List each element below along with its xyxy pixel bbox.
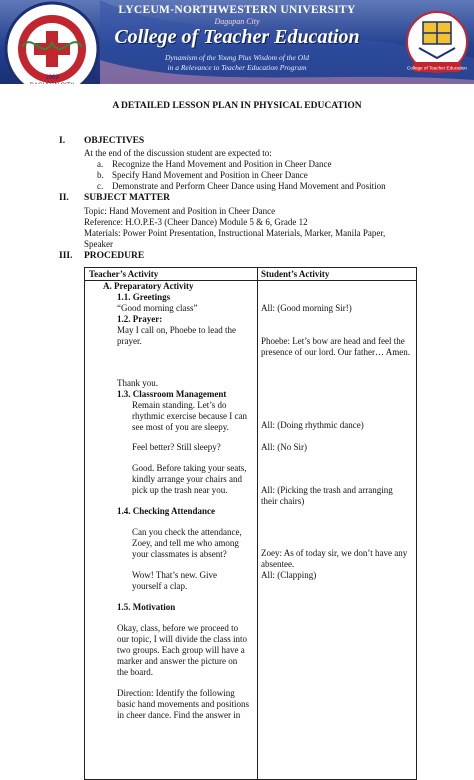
column-header-teacher: Teacher’s Activity <box>89 269 159 279</box>
teacher-greetings-heading: 1.1. Greetings <box>117 292 171 302</box>
right-logo-text: College of Teacher Education <box>407 65 467 71</box>
teacher-motivation-line-1: Okay, class, before we proceed to <box>117 623 239 633</box>
seal-city-text: DAGUPAN CITY <box>29 83 75 89</box>
section-number-procedure: III. <box>59 251 73 261</box>
student-clapping: All: (Clapping) <box>261 570 317 580</box>
document-title: A DETAILED LESSON PLAN IN PHYSICAL EDUCATION <box>112 101 362 111</box>
teacher-prep-heading: A. Preparatory Activity <box>103 281 194 291</box>
teacher-mgmt-line-3: see most of you are sleepy. <box>132 422 229 432</box>
teacher-attendance-line-2: Zoey, and tell me who among <box>132 538 239 548</box>
teacher-direction-line-3: in cheer dance. Find the answer in <box>117 710 241 720</box>
student-zoey-line-1: Zoey: As of today sir, we don’t have any <box>261 548 408 558</box>
teacher-wow-line-2: yourself a clap. <box>132 581 188 591</box>
university-city: Dagupan City <box>214 17 260 26</box>
teacher-direction-line-2: basic hand movements and positions <box>117 699 249 709</box>
objective-marker-b: b. <box>97 170 104 180</box>
objective-marker-c: c. <box>97 181 104 191</box>
subject-materials-cont: Speaker <box>84 239 113 249</box>
teacher-good-line-1: Good. Before taking your seats, <box>132 463 247 473</box>
subject-topic: Topic: Hand Movement and Position in Cheer Dance <box>84 206 276 216</box>
seal-year-text: 1969 <box>45 75 59 81</box>
subject-reference: Reference: H.O.P.E-3 (Cheer Dance) Module 5 & 6, Grade 12 <box>84 217 308 227</box>
teacher-direction-line-1: Direction: Identify the following <box>117 688 235 698</box>
student-prayer-line-1: Phoebe: Let’s bow are head and feel the <box>261 336 405 346</box>
tagline-2: in a Relevance to Teacher Education Program <box>167 63 307 72</box>
teacher-mgmt-heading: 1.3. Classroom Management <box>117 389 227 399</box>
teacher-good-line-2: kindly arrange your chairs and <box>132 474 242 484</box>
student-greetings: All: (Good morning Sir!) <box>261 303 352 313</box>
objectives-intro: At the end of the discussion student are expected to: <box>84 148 272 158</box>
teacher-attendance-line-3: your classmates is absent? <box>132 549 227 559</box>
teacher-motivation-line-5: the board. <box>117 667 153 677</box>
section-number-subject: II. <box>59 193 69 203</box>
teacher-motivation-line-4: marker and answer the picture on <box>117 656 238 666</box>
section-heading-subject: SUBJECT MATTER <box>84 193 170 203</box>
teacher-mgmt-line-1: Remain standing. Let’s do <box>132 400 227 410</box>
objective-item-a: Recognize the Hand Movement and Position in Cheer Dance <box>112 159 332 169</box>
teacher-good-line-3: pick up the trash near you. <box>132 485 228 495</box>
student-trash-line-1: All: (Picking the trash and arranging <box>261 485 393 495</box>
column-header-student: Student’s Activity <box>261 269 330 279</box>
teacher-prayer-line-2: prayer. <box>117 336 142 346</box>
student-prayer-line-2: presence of our lord. Our father… Amen. <box>261 347 410 357</box>
table-column-divider <box>257 268 258 779</box>
teacher-prayer-line-1: May I call on, Phoebe to lead the <box>117 325 236 335</box>
teacher-motivation-line-3: two groups. Each group will have a <box>117 645 245 655</box>
objective-item-b: Specify Hand Movement and Position in Cheer Dance <box>112 170 308 180</box>
teacher-motivation-line-2: our topic, I will divide the class into <box>117 634 247 644</box>
student-zoey-line-2: absentee. <box>261 559 295 569</box>
teacher-feel-line: Feel better? Still sleepy? <box>132 442 221 452</box>
teacher-motivation-heading: 1.5. Motivation <box>117 602 176 612</box>
procedure-table <box>84 267 417 780</box>
section-heading-procedure: PROCEDURE <box>84 251 145 261</box>
tagline-1: Dynamism of the Young Plus Wisdom of the Old <box>165 53 309 62</box>
student-rhythm: All: (Doing rhythmic dance) <box>261 420 364 430</box>
section-number-objectives: I. <box>59 136 66 146</box>
teacher-attendance-line-1: Can you check the attendance, <box>132 527 242 537</box>
student-no-sir: All: (No Sir) <box>261 442 307 452</box>
university-name: LYCEUM-NORTHWESTERN UNIVERSITY <box>118 4 356 16</box>
teacher-mgmt-line-2: rhythmic exercise because I can <box>132 411 247 421</box>
subject-materials: Materials: Power Point Presentation, Instructional Materials, Marker, Manila Paper, <box>84 228 386 238</box>
section-heading-objectives: OBJECTIVES <box>84 136 145 146</box>
teacher-prayer-heading: 1.2. Prayer: <box>117 314 163 324</box>
objective-item-c: Demonstrate and Perform Cheer Dance using Hand Movement and Position <box>112 181 386 191</box>
teacher-attendance-heading: 1.4. Checking Attendance <box>117 506 216 516</box>
header-banner <box>0 0 474 89</box>
teacher-wow-line-1: Wow! That’s new. Give <box>132 570 218 580</box>
teacher-thanks: Thank you. <box>117 378 158 388</box>
college-logo-icon <box>405 8 469 80</box>
student-trash-line-2: their chairs) <box>261 496 305 506</box>
teacher-greetings-line: “Good morning class” <box>117 303 198 313</box>
objective-marker-a: a. <box>97 159 104 169</box>
college-name: College of Teacher Education <box>114 26 360 48</box>
